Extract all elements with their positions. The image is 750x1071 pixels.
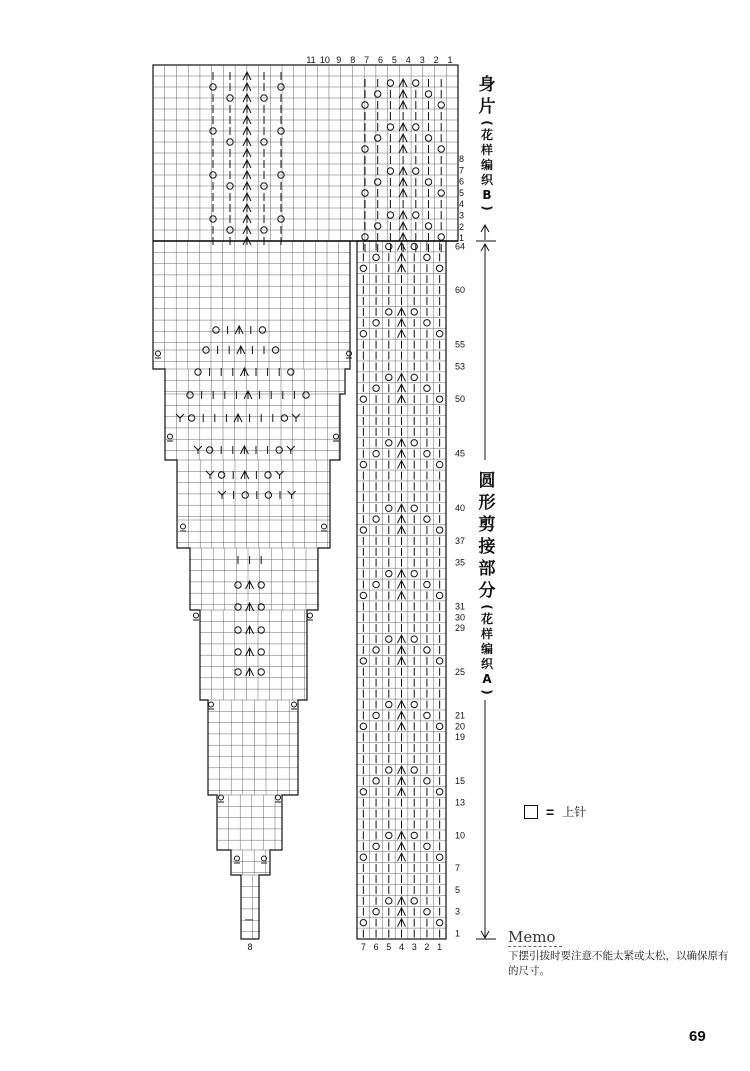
section-a-title-char: 剪: [478, 515, 496, 535]
yarn-over-symbol: [386, 767, 392, 773]
section-a-row-number: 13: [455, 797, 466, 808]
yarn-over-symbol: [373, 385, 379, 391]
section-a-row-number: 10: [455, 830, 466, 841]
yarn-over-symbol: [386, 243, 392, 249]
increase-symbol: [156, 351, 161, 356]
section-a-row-number: 37: [455, 535, 466, 546]
decrease-symbol: [398, 722, 406, 730]
decrease-symbol: [246, 668, 254, 676]
yarn-over-symbol: [373, 712, 379, 718]
section-a-column-number: 6: [373, 942, 379, 952]
section-a-row-number: 53: [455, 361, 466, 372]
section-a-row-number: 3: [455, 906, 461, 917]
yarn-over-symbol: [386, 374, 392, 380]
decrease-symbol: [398, 330, 406, 338]
yarn-over-symbol: [373, 450, 379, 456]
section-a-title-char: 形: [478, 493, 496, 513]
increase-symbol: [334, 434, 339, 439]
section-b-row-number: 3: [459, 210, 465, 221]
decrease-symbol: [235, 326, 243, 334]
section-b-title-char: 身: [478, 75, 496, 95]
yarn-over-symbol: [362, 234, 368, 240]
yarn-over-symbol: [411, 701, 417, 707]
yarn-over-symbol: [387, 168, 393, 174]
section-b-column-number: 2: [433, 55, 439, 65]
cross-symbol: [206, 471, 214, 479]
yarn-over-symbol: [387, 80, 393, 86]
paren-open: (: [480, 120, 494, 126]
yarn-over-symbol: [258, 669, 264, 675]
section-a-sub-char: 花: [480, 612, 493, 626]
yarn-over-symbol: [436, 723, 442, 729]
decrease-symbol: [240, 446, 248, 454]
decrease-symbol: [398, 581, 406, 589]
section-a-row-number: 19: [455, 732, 466, 743]
yarn-over-symbol: [235, 649, 241, 655]
yarn-over-symbol: [235, 582, 241, 588]
yarn-over-symbol: [411, 767, 417, 773]
yarn-over-symbol: [436, 592, 442, 598]
section-a-row-number: 29: [455, 623, 466, 634]
section-b-column-number: 11: [306, 55, 316, 65]
decrease-symbol: [398, 242, 406, 250]
section-b-column-number: 1: [447, 55, 453, 65]
section-b-column-number: 5: [391, 55, 397, 65]
decrease-symbol: [398, 461, 406, 469]
yarn-over-symbol: [386, 309, 392, 315]
section-a-row-number: 1: [455, 928, 461, 939]
decrease-symbol: [241, 471, 249, 479]
section-b-title-char: 片: [478, 97, 496, 117]
yarn-over-symbol: [424, 909, 430, 915]
yarn-over-symbol: [360, 919, 366, 925]
yarn-over-symbol: [386, 898, 392, 904]
yarn-over-symbol: [386, 570, 392, 576]
section-a-row-number: 7: [455, 863, 461, 874]
yarn-over-symbol: [360, 331, 366, 337]
section-a-row-number: 60: [455, 285, 466, 296]
yarn-over-symbol: [265, 492, 271, 498]
yarn-over-symbol: [425, 135, 431, 141]
decrease-symbol: [398, 919, 406, 927]
section-a-sub-char: 编: [480, 642, 493, 656]
increase-symbol: [276, 795, 281, 800]
cross-symbol: [287, 446, 295, 454]
decrease-symbol: [398, 853, 406, 861]
yarn-over-symbol: [386, 505, 392, 511]
memo-text: 下摆引拔时要注意不能太紧或太松，以确保原有的尺寸。: [508, 950, 729, 977]
section-a-title-char: 分: [478, 581, 496, 601]
yarn-over-symbol: [413, 80, 419, 86]
yarn-over-symbol: [373, 516, 379, 522]
memo: [508, 928, 738, 979]
yarn-over-symbol: [188, 415, 194, 421]
yarn-over-symbol: [265, 472, 271, 478]
yarn-over-symbol: [424, 581, 430, 587]
section-a-row-number: 55: [455, 339, 466, 350]
decrease-symbol: [398, 842, 406, 850]
legend: [524, 803, 586, 820]
decrease-symbol: [398, 897, 406, 905]
yarn-over-symbol: [436, 919, 442, 925]
decrease-symbol: [398, 308, 406, 316]
section-a-row-number: 21: [455, 710, 466, 721]
yarn-over-symbol: [436, 331, 442, 337]
yarn-over-symbol: [375, 135, 381, 141]
yarn-over-symbol: [373, 647, 379, 653]
yarn-over-symbol: [438, 146, 444, 152]
decrease-symbol: [234, 414, 242, 422]
yarn-over-symbol: [281, 415, 287, 421]
yarn-over-symbol: [362, 146, 368, 152]
decrease-symbol: [399, 233, 407, 241]
decrease-symbol: [398, 635, 406, 643]
yarn-over-symbol: [375, 179, 381, 185]
yarn-over-symbol: [258, 582, 264, 588]
decrease-symbol: [398, 526, 406, 534]
section-a-sub-char: 织: [480, 657, 493, 671]
yarn-over-symbol: [386, 832, 392, 838]
decrease-symbol: [399, 178, 407, 186]
yarn-over-symbol: [424, 450, 430, 456]
yarn-over-symbol: [436, 396, 442, 402]
section-a-row-number: 40: [455, 503, 466, 514]
yarn-over-symbol: [424, 843, 430, 849]
yarn-over-symbol: [360, 592, 366, 598]
yarn-over-symbol: [360, 527, 366, 533]
yarn-over-symbol: [436, 658, 442, 664]
decrease-symbol: [398, 657, 406, 665]
yarn-over-symbol: [235, 627, 241, 633]
decrease-symbol: [399, 145, 407, 153]
decrease-symbol: [399, 211, 407, 219]
yarn-over-symbol: [411, 243, 417, 249]
yarn-over-symbol: [438, 102, 444, 108]
legend-equals: =: [546, 803, 555, 820]
yarn-over-symbol: [360, 658, 366, 664]
yarn-over-symbol: [436, 527, 442, 533]
stitch-symbols: [155, 72, 444, 938]
yarn-over-symbol: [411, 440, 417, 446]
paren-close: ): [480, 689, 494, 695]
yarn-over-symbol: [373, 320, 379, 326]
yarn-over-symbol: [373, 254, 379, 260]
yarn-over-symbol: [235, 669, 241, 675]
increase-symbol: [235, 856, 240, 861]
yarn-over-symbol: [218, 472, 224, 478]
yarn-over-symbol: [424, 254, 430, 260]
section-a-row-number: 31: [455, 601, 466, 612]
section-a-row-number: 64: [455, 241, 466, 252]
section-a-row-number: 20: [455, 721, 466, 732]
yarn-over-symbol: [360, 789, 366, 795]
yarn-over-symbol: [411, 898, 417, 904]
decrease-symbol: [399, 101, 407, 109]
decrease-symbol: [398, 384, 406, 392]
yarn-over-symbol: [258, 604, 264, 610]
section-b-column-number: 6: [377, 55, 384, 65]
yarn-over-symbol: [375, 91, 381, 97]
decrease-symbol: [399, 90, 407, 98]
yarn-over-symbol: [424, 778, 430, 784]
decrease-symbol: [398, 591, 406, 599]
yarn-over-symbol: [424, 516, 430, 522]
yarn-over-symbol: [413, 124, 419, 130]
section-b-row-number: 4: [459, 199, 465, 210]
section-b-sub-char: 编: [480, 158, 493, 172]
yarn-over-symbol: [259, 327, 265, 333]
yarn-over-symbol: [411, 505, 417, 511]
yarn-over-symbol: [413, 212, 419, 218]
section-b-column-number: 9: [336, 55, 342, 65]
decrease-symbol: [398, 264, 406, 272]
cross-symbol: [292, 414, 300, 422]
yarn-over-symbol: [187, 392, 193, 398]
decrease-symbol: [398, 450, 406, 458]
yarn-over-symbol: [411, 636, 417, 642]
yarn-over-symbol: [360, 461, 366, 467]
decrease-symbol: [398, 788, 406, 796]
yarn-over-symbol: [213, 327, 219, 333]
yarn-over-symbol: [373, 843, 379, 849]
section-a-column-number: 5: [386, 942, 392, 952]
yarn-over-symbol: [235, 604, 241, 610]
decrease-symbol: [244, 391, 252, 399]
yarn-over-symbol: [373, 581, 379, 587]
yarn-over-symbol: [424, 647, 430, 653]
decrease-symbol: [398, 766, 406, 774]
section-a-column-number: 2: [424, 942, 430, 952]
yarn-over-symbol: [387, 124, 393, 130]
section-b-column-number: 10: [319, 55, 330, 65]
increase-symbol: [292, 702, 297, 707]
decrease-symbol: [398, 439, 406, 447]
section-b-column-number: 7: [364, 55, 370, 65]
triangle-right-outline: [259, 241, 350, 939]
yarn-over-symbol: [424, 385, 430, 391]
yarn-over-symbol: [424, 712, 430, 718]
yarn-over-symbol: [425, 223, 431, 229]
section-a-column-number: 1: [437, 942, 443, 952]
page-number: 69: [689, 1028, 706, 1045]
section-b-sub-char: 花: [480, 128, 493, 142]
section-b-column-number: 4: [405, 55, 411, 65]
section-b-row-number: 8: [459, 154, 465, 164]
increase-symbol: [308, 613, 313, 618]
paren-close: ): [480, 205, 494, 211]
yarn-over-symbol: [387, 212, 393, 218]
increase-symbol: [194, 613, 199, 618]
yarn-over-symbol: [436, 265, 442, 271]
yarn-over-symbol: [360, 723, 366, 729]
yarn-over-symbol: [413, 168, 419, 174]
section-a-sub-char: A: [482, 672, 492, 686]
increase-symbol: [209, 702, 214, 707]
section-b-row-number: 5: [459, 187, 465, 198]
decrease-symbol: [398, 711, 406, 719]
section-b-row-number: 1: [459, 233, 465, 244]
yarn-over-symbol: [373, 778, 379, 784]
triangle-column-number: 8: [247, 942, 253, 952]
triangle-left-outline: [153, 241, 259, 939]
yarn-over-symbol: [436, 789, 442, 795]
yarn-over-symbol: [362, 102, 368, 108]
decrease-symbol: [398, 570, 406, 578]
yarn-over-symbol: [288, 369, 294, 375]
yarn-over-symbol: [425, 91, 431, 97]
yarn-over-symbol: [195, 369, 201, 375]
section-b-sub-char: 样: [480, 143, 493, 157]
decrease-symbol: [398, 253, 406, 261]
yarn-over-symbol: [360, 854, 366, 860]
yarn-over-symbol: [386, 636, 392, 642]
section-a-row-number: 25: [455, 666, 466, 677]
section-a-title-char: 接: [478, 537, 496, 557]
yarn-over-symbol: [242, 492, 248, 498]
yarn-over-symbol: [386, 701, 392, 707]
decrease-symbol: [399, 222, 407, 230]
section-b-title: [474, 74, 500, 213]
decrease-symbol: [399, 167, 407, 175]
section-a-row-number: 45: [455, 448, 466, 459]
increase-symbol: [181, 524, 186, 529]
memo-heading: Memo: [508, 928, 562, 947]
section-a-column-number: 3: [411, 942, 417, 952]
increase-symbol: [219, 795, 224, 800]
yarn-over-symbol: [438, 234, 444, 240]
cross-symbol: [288, 491, 296, 499]
decrease-symbol: [399, 79, 407, 87]
section-b-row-number: 2: [459, 221, 465, 232]
decrease-symbol: [398, 373, 406, 381]
section-a-row-number: 15: [455, 775, 466, 786]
yarn-over-symbol: [436, 854, 442, 860]
increase-symbol: [347, 351, 352, 356]
decrease-symbol: [398, 831, 406, 839]
decrease-symbol: [398, 701, 406, 709]
section-a-row-number: 50: [455, 394, 466, 405]
yarn-over-symbol: [258, 649, 264, 655]
decrease-symbol: [246, 581, 254, 589]
purl-square-icon: [524, 805, 538, 819]
decrease-symbol: [398, 908, 406, 916]
section-a-title-char: 部: [478, 559, 496, 579]
decrease-symbol: [398, 777, 406, 785]
decrease-symbol: [398, 515, 406, 523]
yarn-over-symbol: [206, 447, 212, 453]
section-a-sub-char: 样: [480, 627, 493, 641]
section-a-row-number: 30: [455, 612, 466, 623]
yarn-over-symbol: [276, 447, 282, 453]
decrease-symbol: [399, 189, 407, 197]
section-a-title-char: 圆: [478, 471, 496, 491]
decrease-symbol: [398, 319, 406, 327]
yarn-over-symbol: [386, 440, 392, 446]
cross-symbol: [194, 446, 202, 454]
section-b-sub-char: B: [482, 188, 492, 202]
yarn-over-symbol: [425, 179, 431, 185]
yarn-over-symbol: [424, 320, 430, 326]
yarn-over-symbol: [375, 223, 381, 229]
decrease-symbol: [399, 123, 407, 131]
cross-symbol: [176, 414, 184, 422]
cross-symbol: [276, 471, 284, 479]
yarn-over-symbol: [258, 627, 264, 633]
yarn-over-symbol: [373, 909, 379, 915]
yarn-over-symbol: [360, 265, 366, 271]
section-a-title: [474, 470, 500, 697]
decrease-symbol: [399, 134, 407, 142]
yarn-over-symbol: [436, 461, 442, 467]
cross-symbol: [218, 491, 226, 499]
section-b-column-number: 8: [350, 55, 356, 65]
section-b-row-number: 6: [459, 176, 465, 187]
section-a-column-number: 7: [360, 942, 366, 952]
section-a-row-number: 35: [455, 557, 466, 568]
decrease-symbol: [398, 504, 406, 512]
yarn-over-symbol: [360, 396, 366, 402]
decrease-symbol: [398, 646, 406, 654]
section-a-column-number: 4: [398, 942, 405, 952]
yarn-over-symbol: [362, 190, 368, 196]
decrease-symbol: [246, 648, 254, 656]
increase-symbol: [322, 524, 327, 529]
decrease-symbol: [398, 395, 406, 403]
yarn-over-symbol: [303, 392, 309, 398]
legend-label: 上针: [562, 805, 587, 819]
section-b-column-number: 3: [419, 55, 425, 65]
section-a-row-number: 5: [455, 884, 461, 895]
yarn-over-symbol: [411, 832, 417, 838]
section-b-sub-char: 织: [480, 173, 493, 187]
yarn-over-symbol: [438, 190, 444, 196]
yarn-over-symbol: [411, 374, 417, 380]
increase-symbol: [168, 434, 173, 439]
paren-open: (: [480, 604, 494, 610]
yarn-over-symbol: [411, 309, 417, 315]
yarn-over-symbol: [411, 570, 417, 576]
section-b-row-number: 7: [459, 165, 465, 176]
